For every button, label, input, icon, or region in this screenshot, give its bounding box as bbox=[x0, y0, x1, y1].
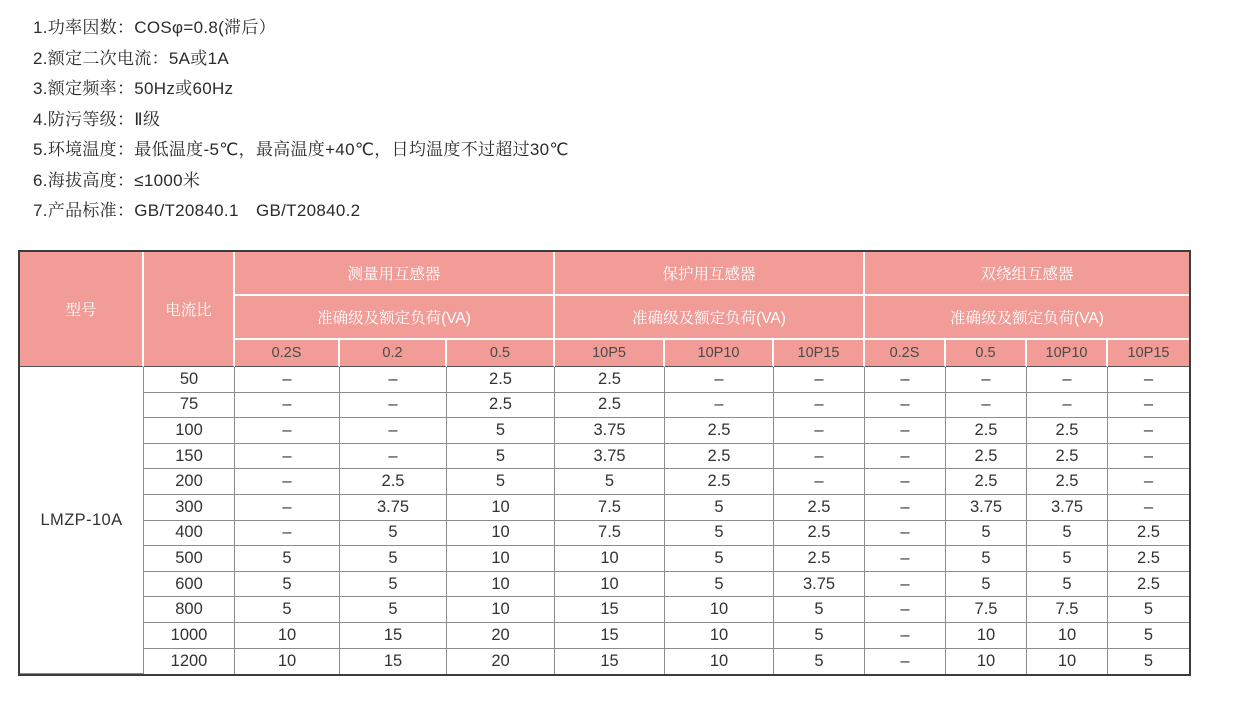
column-header: 10P10 bbox=[665, 340, 774, 367]
value-cell: – bbox=[235, 495, 340, 521]
value-cell: – bbox=[1108, 495, 1189, 521]
value-cell: 10 bbox=[665, 649, 774, 675]
value-cell: 20 bbox=[447, 649, 555, 675]
value-cell: – bbox=[340, 444, 447, 470]
value-cell: 5 bbox=[665, 495, 774, 521]
value-cell: 7.5 bbox=[555, 495, 665, 521]
value-cell: – bbox=[1027, 393, 1108, 419]
value-cell: 15 bbox=[340, 649, 447, 675]
column-header: 10P5 bbox=[555, 340, 665, 367]
value-cell: 2.5 bbox=[774, 546, 865, 572]
sub-header-protection: 准确级及额定负荷(VA) bbox=[555, 296, 865, 340]
value-cell: 10 bbox=[555, 572, 665, 598]
table-row bbox=[20, 597, 1189, 623]
value-cell: 5 bbox=[1108, 597, 1189, 623]
value-cell: 10 bbox=[447, 572, 555, 598]
value-cell: 5 bbox=[774, 597, 865, 623]
value-cell: 5 bbox=[1108, 649, 1189, 675]
model-cell: LMZP-10A bbox=[20, 367, 144, 674]
value-cell: 3.75 bbox=[555, 418, 665, 444]
value-cell: 5 bbox=[340, 546, 447, 572]
value-cell: – bbox=[235, 444, 340, 470]
value-cell: 2.5 bbox=[946, 469, 1027, 495]
value-cell: 5 bbox=[665, 572, 774, 598]
value-cell: 10 bbox=[447, 597, 555, 623]
value-cell: 5 bbox=[665, 521, 774, 547]
value-cell: 2.5 bbox=[1027, 469, 1108, 495]
value-cell: 2.5 bbox=[447, 393, 555, 419]
value-cell: – bbox=[774, 469, 865, 495]
value-cell: – bbox=[774, 444, 865, 470]
value-cell: – bbox=[1108, 393, 1189, 419]
value-cell: – bbox=[865, 418, 946, 444]
column-header: 0.2S bbox=[235, 340, 340, 367]
value-cell: 3.75 bbox=[1027, 495, 1108, 521]
value-cell: 5 bbox=[447, 469, 555, 495]
value-cell: 5 bbox=[774, 649, 865, 675]
value-cell: 5 bbox=[774, 623, 865, 649]
spec-line: 1.功率因数：COSφ=0.8(滞后） bbox=[33, 18, 276, 37]
value-cell: 20 bbox=[447, 623, 555, 649]
value-cell: 15 bbox=[555, 597, 665, 623]
table-row bbox=[20, 546, 1189, 572]
spec-table bbox=[18, 250, 1191, 676]
spec-line: 2.额定二次电流：5A或1A bbox=[33, 48, 229, 68]
value-cell: 2.5 bbox=[1108, 572, 1189, 598]
value-cell: 5 bbox=[1108, 623, 1189, 649]
ratio-header: 电流比 bbox=[144, 252, 235, 367]
table-row bbox=[20, 393, 1189, 419]
ratio-cell: 800 bbox=[144, 597, 235, 623]
value-cell: 10 bbox=[447, 495, 555, 521]
value-cell: – bbox=[865, 367, 946, 393]
ratio-cell: 300 bbox=[144, 495, 235, 521]
table-row bbox=[20, 495, 1189, 521]
value-cell: – bbox=[235, 418, 340, 444]
value-cell: 5 bbox=[447, 444, 555, 470]
group-header-measuring: 测量用互感器 bbox=[235, 252, 555, 296]
value-cell: 10 bbox=[235, 623, 340, 649]
value-cell: 5 bbox=[555, 469, 665, 495]
spec-line: 3.额定频率：50Hz或60Hz bbox=[33, 79, 234, 98]
value-cell: 3.75 bbox=[340, 495, 447, 521]
value-cell: 5 bbox=[340, 597, 447, 623]
value-cell: 15 bbox=[340, 623, 447, 649]
value-cell: 3.75 bbox=[946, 495, 1027, 521]
spec-list bbox=[33, 13, 569, 227]
value-cell: – bbox=[865, 521, 946, 547]
value-cell: 10 bbox=[447, 546, 555, 572]
value-cell: 5 bbox=[447, 418, 555, 444]
table-header bbox=[20, 252, 1189, 367]
value-cell: 5 bbox=[235, 546, 340, 572]
value-cell: 2.5 bbox=[665, 444, 774, 470]
value-cell: 5 bbox=[340, 521, 447, 547]
column-header: 0.2 bbox=[340, 340, 447, 367]
value-cell: 10 bbox=[1027, 623, 1108, 649]
value-cell: 5 bbox=[235, 572, 340, 598]
value-cell: – bbox=[1108, 367, 1189, 393]
value-cell: 2.5 bbox=[774, 495, 865, 521]
value-cell: 5 bbox=[946, 572, 1027, 598]
value-cell: 5 bbox=[1027, 521, 1108, 547]
value-cell: 10 bbox=[946, 649, 1027, 675]
spec-line: 6.海拔高度：≤1000米 bbox=[33, 170, 201, 190]
ratio-cell: 150 bbox=[144, 444, 235, 470]
value-cell: 7.5 bbox=[1027, 597, 1108, 623]
value-cell: – bbox=[1108, 418, 1189, 444]
value-cell: 10 bbox=[555, 546, 665, 572]
value-cell: – bbox=[1108, 444, 1189, 470]
group-header-protection: 保护用互感器 bbox=[555, 252, 865, 296]
table-body bbox=[20, 367, 1189, 674]
ratio-cell: 400 bbox=[144, 521, 235, 547]
value-cell: 10 bbox=[665, 597, 774, 623]
value-cell: 3.75 bbox=[555, 444, 665, 470]
value-cell: 15 bbox=[555, 623, 665, 649]
ratio-cell: 1200 bbox=[144, 649, 235, 675]
value-cell: 10 bbox=[1027, 649, 1108, 675]
value-cell: 7.5 bbox=[555, 521, 665, 547]
sub-header-measuring: 准确级及额定负荷(VA) bbox=[235, 296, 555, 340]
value-cell: – bbox=[340, 367, 447, 393]
value-cell: – bbox=[235, 521, 340, 547]
value-cell: – bbox=[946, 367, 1027, 393]
value-cell: – bbox=[946, 393, 1027, 419]
table-row bbox=[20, 444, 1189, 470]
ratio-cell: 1000 bbox=[144, 623, 235, 649]
value-cell: 10 bbox=[235, 649, 340, 675]
column-header: 0.2S bbox=[865, 340, 946, 367]
ratio-cell: 50 bbox=[144, 367, 235, 393]
header-row-groups bbox=[20, 252, 1189, 296]
value-cell: – bbox=[665, 393, 774, 419]
value-cell: 2.5 bbox=[946, 444, 1027, 470]
value-cell: 5 bbox=[235, 597, 340, 623]
value-cell: – bbox=[235, 469, 340, 495]
column-header: 10P15 bbox=[1108, 340, 1189, 367]
column-header: 10P10 bbox=[1027, 340, 1108, 367]
column-header: 10P15 bbox=[774, 340, 865, 367]
value-cell: 2.5 bbox=[1108, 521, 1189, 547]
ratio-cell: 500 bbox=[144, 546, 235, 572]
value-cell: 10 bbox=[665, 623, 774, 649]
value-cell: 2.5 bbox=[774, 521, 865, 547]
value-cell: – bbox=[774, 418, 865, 444]
group-header-double-winding: 双绕组互感器 bbox=[865, 252, 1189, 296]
value-cell: 2.5 bbox=[665, 469, 774, 495]
value-cell: – bbox=[865, 393, 946, 419]
value-cell: 3.75 bbox=[774, 572, 865, 598]
value-cell: 2.5 bbox=[555, 393, 665, 419]
value-cell: 2.5 bbox=[1108, 546, 1189, 572]
value-cell: 5 bbox=[1027, 546, 1108, 572]
value-cell: – bbox=[865, 444, 946, 470]
spec-line: 4.防污等级：Ⅱ级 bbox=[33, 109, 161, 129]
value-cell: 5 bbox=[946, 521, 1027, 547]
spec-line: 5.环境温度：最低温度-5℃，最高温度+40℃，日均温度不过超过30℃ bbox=[33, 140, 569, 159]
value-cell: – bbox=[865, 546, 946, 572]
value-cell: – bbox=[865, 623, 946, 649]
sub-header-double-winding: 准确级及额定负荷(VA) bbox=[865, 296, 1189, 340]
ratio-cell: 100 bbox=[144, 418, 235, 444]
value-cell: – bbox=[865, 572, 946, 598]
value-cell: – bbox=[865, 469, 946, 495]
table-row bbox=[20, 623, 1189, 649]
table-row bbox=[20, 469, 1189, 495]
spec-line: 7.产品标准：GB/T20840.1 GB/T20840.2 bbox=[33, 201, 361, 220]
value-cell: – bbox=[865, 495, 946, 521]
value-cell: – bbox=[665, 367, 774, 393]
value-cell: – bbox=[340, 418, 447, 444]
value-cell: – bbox=[340, 393, 447, 419]
ratio-cell: 75 bbox=[144, 393, 235, 419]
value-cell: 5 bbox=[665, 546, 774, 572]
value-cell: 10 bbox=[946, 623, 1027, 649]
value-cell: 10 bbox=[447, 521, 555, 547]
value-cell: – bbox=[774, 393, 865, 419]
value-cell: 15 bbox=[555, 649, 665, 675]
model-header: 型号 bbox=[20, 252, 144, 367]
value-cell: – bbox=[235, 393, 340, 419]
table-row bbox=[20, 521, 1189, 547]
table-row bbox=[20, 418, 1189, 444]
value-cell: 2.5 bbox=[1027, 418, 1108, 444]
column-header: 0.5 bbox=[447, 340, 555, 367]
table-row bbox=[20, 367, 1189, 393]
value-cell: 2.5 bbox=[665, 418, 774, 444]
column-header: 0.5 bbox=[946, 340, 1027, 367]
value-cell: – bbox=[774, 367, 865, 393]
value-cell: – bbox=[1108, 469, 1189, 495]
value-cell: 5 bbox=[340, 572, 447, 598]
value-cell: 2.5 bbox=[447, 367, 555, 393]
value-cell: 2.5 bbox=[946, 418, 1027, 444]
table-row bbox=[20, 649, 1189, 675]
value-cell: 7.5 bbox=[946, 597, 1027, 623]
value-cell: 5 bbox=[1027, 572, 1108, 598]
value-cell: 2.5 bbox=[1027, 444, 1108, 470]
ratio-cell: 200 bbox=[144, 469, 235, 495]
value-cell: 2.5 bbox=[340, 469, 447, 495]
value-cell: 2.5 bbox=[555, 367, 665, 393]
table-row bbox=[20, 572, 1189, 598]
value-cell: – bbox=[1027, 367, 1108, 393]
value-cell: – bbox=[865, 649, 946, 675]
ratio-cell: 600 bbox=[144, 572, 235, 598]
value-cell: – bbox=[865, 597, 946, 623]
value-cell: 5 bbox=[946, 546, 1027, 572]
value-cell: – bbox=[235, 367, 340, 393]
